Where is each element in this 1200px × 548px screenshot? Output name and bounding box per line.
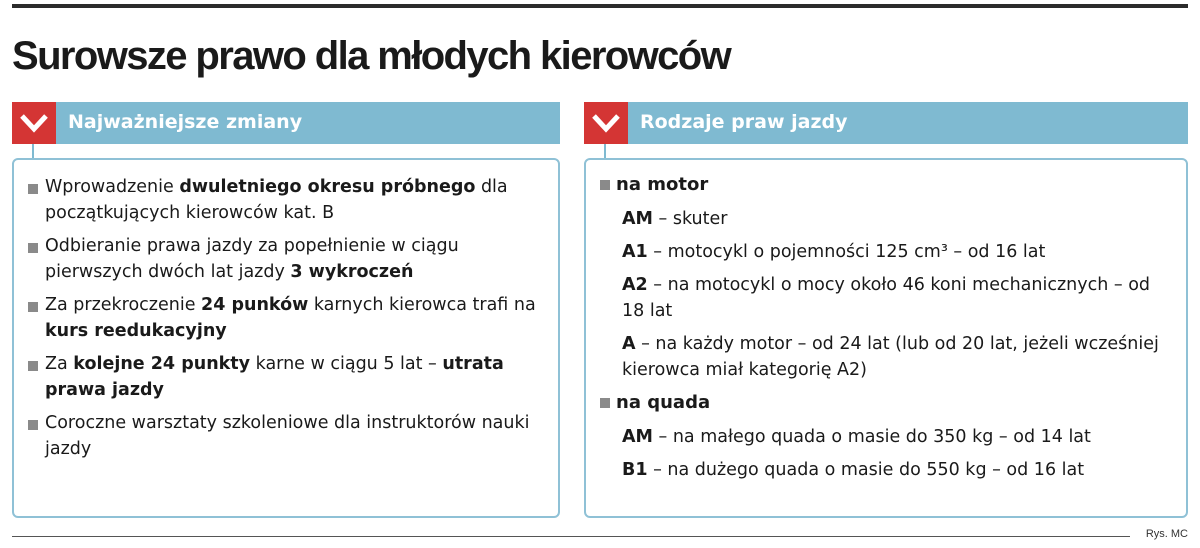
license-description: – na motocykl o mocy około 46 koni mechanicznych – od 18 lat	[622, 275, 1151, 321]
bullet-square-icon	[28, 420, 38, 430]
text-run: karne w ciągu 5 lat –	[250, 354, 443, 374]
bullet-square-icon	[28, 243, 38, 253]
header-connector	[32, 144, 34, 158]
highlighted-text: dwuletniego okresu próbnego	[179, 177, 476, 197]
license-entry	[600, 424, 1176, 450]
highlighted-text: utrata prawa jazdy	[45, 354, 504, 400]
text-run: karnych kierowca trafi na	[308, 295, 536, 315]
license-code: A2	[622, 275, 648, 295]
license-code: B1	[622, 460, 648, 480]
page-title: Surowsze prawo dla młodych kierowców	[12, 34, 731, 78]
license-entry	[600, 206, 1176, 232]
list-item	[28, 351, 548, 403]
list-item-text	[45, 233, 548, 285]
list-item-text	[45, 292, 548, 344]
category-label: na quada	[616, 392, 711, 413]
category-heading	[600, 390, 1176, 416]
list-item	[28, 410, 548, 462]
bullet-square-icon	[600, 180, 610, 190]
license-description: – na każdy motor – od 24 lat (lub od 20 lat, jeżeli wcześniej kierowca miał kategorię A2)	[622, 334, 1159, 380]
license-entry	[600, 457, 1176, 483]
list-item	[28, 174, 548, 226]
category-heading	[600, 172, 1176, 198]
license-entry	[600, 272, 1176, 324]
text-run: Odbieranie prawa jazdy za popełnienie w ciągu pierwszych dwóch lat jazdy	[45, 236, 459, 282]
list-item	[28, 233, 548, 285]
image-credit: Rys. MC	[1145, 528, 1188, 540]
bullet-square-icon	[28, 361, 38, 371]
license-description: – skuter	[652, 209, 728, 229]
highlighted-text: kurs reedukacyjny	[45, 321, 227, 341]
highlighted-text: kolejne 24 punkty	[73, 354, 251, 374]
license-types-panel	[584, 102, 1188, 518]
license-types-panel-header	[584, 102, 1188, 144]
chevron-down-icon	[584, 102, 628, 144]
text-run: dla początkujących kierowców kat. B	[45, 177, 508, 223]
license-code: AM	[622, 427, 653, 447]
bullet-square-icon	[28, 184, 38, 194]
license-description: – motocykl o pojemności 125 cm³ – od 16 lat	[647, 242, 1046, 262]
highlighted-text: 24 punków	[201, 295, 309, 315]
category-label: na motor	[616, 174, 709, 195]
license-code: A	[622, 334, 636, 354]
chevron-down-icon	[12, 102, 56, 144]
license-entry	[600, 239, 1176, 265]
license-code: A1	[622, 242, 648, 262]
top-rule	[12, 4, 1188, 8]
changes-list	[12, 158, 560, 518]
list-item-text	[45, 410, 548, 462]
bottom-rule	[12, 536, 1130, 537]
highlighted-text: 3 wykroczeń	[290, 262, 414, 282]
text-run: Wprowadzenie	[45, 177, 180, 197]
bullet-square-icon	[28, 302, 38, 312]
header-connector	[604, 144, 606, 158]
license-types-panel-title: Rodzaje praw jazdy	[640, 111, 848, 133]
list-item-text	[45, 351, 548, 403]
list-item-text	[45, 174, 548, 226]
bullet-square-icon	[600, 398, 610, 408]
changes-panel	[12, 102, 560, 518]
license-description: – na dużego quada o masie do 550 kg – od 16 lat	[647, 460, 1085, 480]
license-types-list	[584, 158, 1188, 518]
license-code: AM	[622, 209, 653, 229]
text-run: Za	[45, 354, 74, 374]
changes-panel-header	[12, 102, 560, 144]
changes-panel-title: Najważniejsze zmiany	[68, 111, 303, 133]
text-run: Coroczne warsztaty szkoleniowe dla instruktorów nauki jazdy	[45, 413, 530, 459]
list-item	[28, 292, 548, 344]
text-run: Za przekroczenie	[45, 295, 202, 315]
license-entry	[600, 331, 1176, 383]
license-description: – na małego quada o masie do 350 kg – od 14 lat	[652, 427, 1091, 447]
